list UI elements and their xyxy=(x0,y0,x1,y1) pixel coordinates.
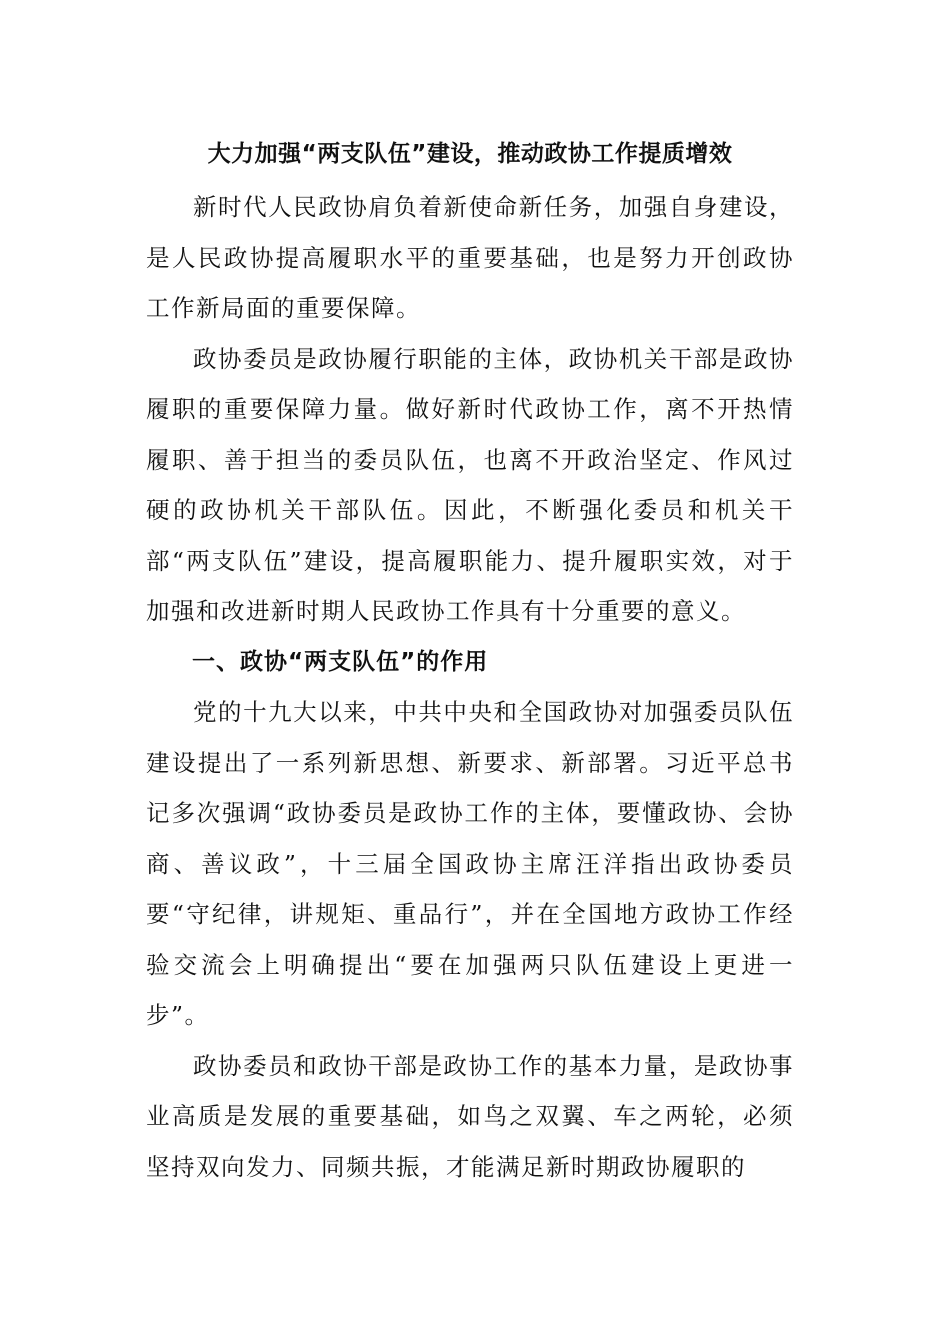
paragraph-basic-force: 政协委员和政协干部是政协工作的基本力量，是政协事业高质是发展的重要基础，如鸟之双翼、车之两轮，必须坚持双向发力、同频共振，才能满足新时期政协履职的 xyxy=(146,1051,794,1181)
document-body xyxy=(146,136,794,1192)
section-heading-roles: 一、政协“两支队伍”的作用 xyxy=(192,648,489,675)
paragraph-party-congress: 党的十九大以来，中共中央和全国政协对加强委员队伍建设提出了一系列新思想、新要求、新部署。习近平总书记多次强调“政协委员是政协工作的主体，要懂政协、会协商、善议政”，十三届全国政协主席汪洋指出政协委员要“守纪律，讲规矩、重品行”，并在全国地方政协工作经验交流会上明确提出“要在加强两只队伍建设上更进一步”。 xyxy=(146,698,794,1029)
paragraph-two-teams: 政协委员是政协履行职能的主体，政协机关干部是政协履职的重要保障力量。做好新时代政协工作，离不开热情履职、善于担当的委员队伍，也离不开政治坚定、作风过硬的政协机关干部队伍。因此，不断强化委员和机关干部“两支队伍”建设，提高履职能力、提升履职实效，对于加强和改进新时期人民政协工作具有十分重要的意义。 xyxy=(146,344,794,625)
paragraph-intro: 新时代人民政协肩负着新使命新任务，加强自身建设，是人民政协提高履职水平的重要基础，也是努力开创政协工作新局面的重要保障。 xyxy=(146,193,794,322)
document-title: 大力加强“两支队伍”建设，推动政协工作提质增效 xyxy=(207,141,733,167)
